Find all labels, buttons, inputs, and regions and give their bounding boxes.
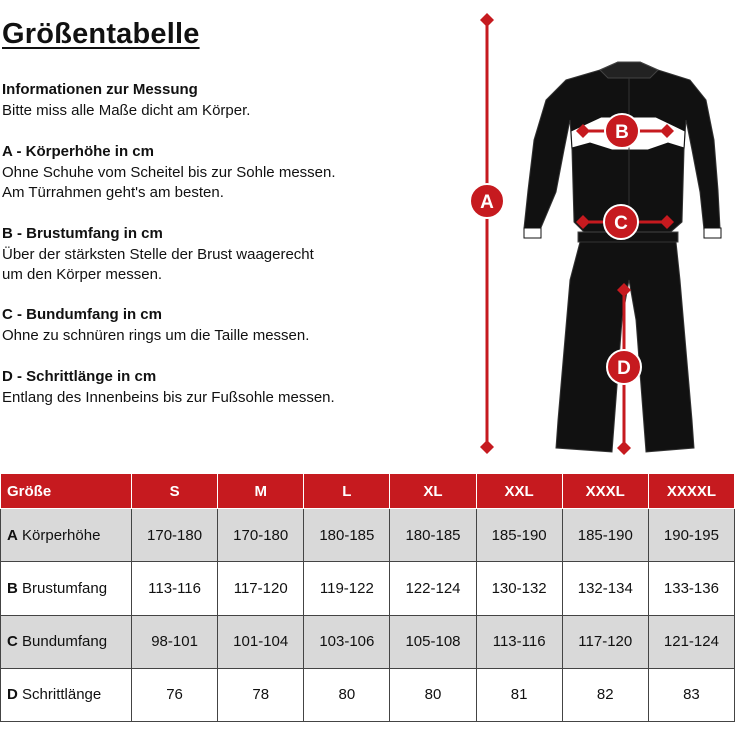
section-b-line2: um den Körper messen. [2,266,163,283]
section-b [2,224,362,286]
page-title: Größentabelle [2,18,200,50]
column-header-size: Größe [1,474,132,509]
height-bottom-arrow-icon [480,440,494,454]
row-name: Bundumfang [22,633,108,651]
table-cell: 119-122 [304,562,390,615]
section-d-line1: Entlang des Innenbeins bis zur Fußsohle messen. [2,388,335,406]
table-row [1,562,735,615]
table-cell: 185-190 [476,509,562,562]
column-header: XL [390,474,476,509]
section-b-line1: Über der stärksten Stelle der Brust waagerecht [2,245,314,263]
column-header: XXXXL [648,474,734,509]
column-header: M [218,474,304,509]
row-letter: D [7,686,18,704]
column-header: L [304,474,390,509]
table-cell: 81 [476,668,562,721]
table-row [1,509,735,562]
section-a-line1: Ohne Schuhe vom Scheitel bis zur Sohle messen. [2,163,336,181]
table-cell: 103-106 [304,615,390,668]
table-cell: 101-104 [218,615,304,668]
row-letter: A [7,526,18,544]
marker-d-label: D [617,358,631,379]
inseam-bottom-arrow-icon [617,441,631,455]
table-cell: 133-136 [648,562,734,615]
row-name: Körperhöhe [22,526,101,544]
marker-c-label: C [614,213,628,234]
table-cell: 117-120 [562,615,648,668]
table-cell: 82 [562,668,648,721]
row-letter: B [7,579,18,597]
column-header: S [132,474,218,509]
height-top-arrow-icon [480,13,494,27]
info-text: Bitte miss alle Maße dicht am Körper. [2,101,251,119]
column-header: XXXL [562,474,648,509]
section-c-heading: C - Bundumfang in cm [2,306,162,323]
column-header: XXL [476,474,562,509]
table-row [1,668,735,721]
table-cell: 170-180 [218,509,304,562]
row-label [1,668,132,721]
row-label [1,509,132,562]
row-name: Schrittlänge [22,686,102,704]
row-label [1,615,132,668]
table-cell: 190-195 [648,509,734,562]
table-cell: 80 [304,668,390,721]
section-d-heading: D - Schrittlänge in cm [2,368,157,385]
table-cell: 170-180 [132,509,218,562]
table-cell: 76 [132,668,218,721]
table-cell: 180-185 [304,509,390,562]
section-b-heading: B - Brustumfang in cm [2,225,163,242]
table-row [1,615,735,668]
table-cell: 78 [218,668,304,721]
table-cell: 122-124 [390,562,476,615]
table-cell: 105-108 [390,615,476,668]
table-cell: 180-185 [390,509,476,562]
measurement-info [2,80,362,121]
table-cell: 121-124 [648,615,734,668]
row-name: Brustumfang [22,579,108,597]
table-cell: 185-190 [562,509,648,562]
table-cell: 98-101 [132,615,218,668]
table-cell: 80 [390,668,476,721]
info-heading: Informationen zur Messung [2,81,198,98]
table-cell: 117-120 [218,562,304,615]
marker-a-label: A [480,192,494,213]
section-a-heading: A - Körperhöhe in cm [2,143,154,160]
table-header-row [1,474,735,509]
table-cell: 83 [648,668,734,721]
row-letter: C [7,633,18,651]
table-cell: 113-116 [132,562,218,615]
section-c [2,305,362,346]
marker-b-label: B [615,122,629,143]
table-cell: 132-134 [562,562,648,615]
section-d [2,367,362,408]
measurement-figure [440,8,736,468]
table-cell: 113-116 [476,615,562,668]
section-a-line2: Am Türrahmen geht's am besten. [2,184,224,201]
size-table [0,473,735,722]
section-a [2,142,362,204]
table-cell: 130-132 [476,562,562,615]
row-label [1,562,132,615]
section-c-line1: Ohne zu schnüren rings um die Taille messen. [2,326,310,344]
